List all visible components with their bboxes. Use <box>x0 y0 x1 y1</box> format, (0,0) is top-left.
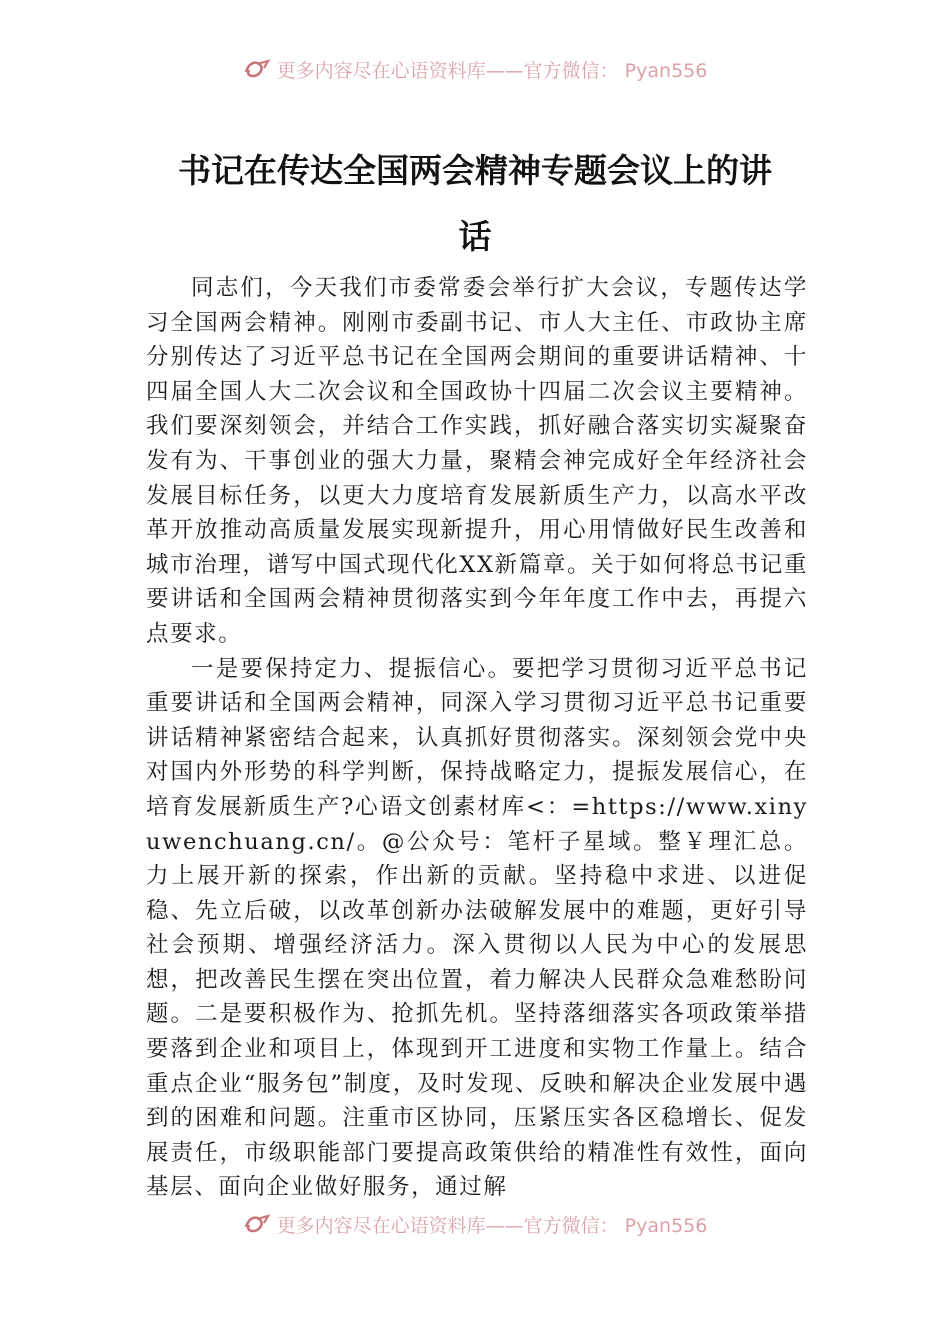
paragraph: 同志们，今天我们市委常委会举行扩大会议，专题传达学习全国两会精神。刚刚市委副书记、市人大主任、市政协主席分别传达了习近平总书记在全国两会期间的重要讲话精神、十四届全国人大二次会议和全国政协十四届二次会议主要精神。我们要深刻领会，并结合工作实践，抓好融合落实切实凝聚奋发有为、干事创业的强大力量，聚精会神完成好全年经济社会发展目标任务，以更大力度培育发展新质生产力，以高水平改革开放推动高质量发展实现新提升，用心用情做好民生改善和城市治理，谱写中国式现代化XX新篇章。关于如何将总书记重要讲话和全国两会精神贯彻落实到今年年度工作中去，再提六点要求。 <box>146 275 808 647</box>
document-title <box>0 138 950 270</box>
watermark-logo-icon <box>243 58 271 80</box>
paragraph: 一是要保持定力、提振信心。要把学习贯彻习近平总书记重要讲话和全国两会精神，同深入学习贯彻习近平总书记重要讲话精神紧密结合起来，认真抓好贯彻落实。深刻领会党中央对国内外形势的科学判断，保持战略定力，提振发展信心，在培育发展新质生产?心语文创素材库<：=https://www.xinyuwenchuang.cn/。@公众号：笔杆子星域。整￥理汇总。力上展开新的探索，作出新的贡献。坚持稳中求进、以进促稳、先立后破，以改革创新办法破解发展中的难题，更好引导社会预期、增强经济活力。深入贯彻以人民为中心的发展思想，把改善民生摆在突出位置，着力解决人民群众急难愁盼问题。二是要积极作为、抢抓先机。坚持落细落实各项政策举措要落到企业和项目上，体现到开工进度和实物工作量上。结合重点企业“服务包”制度，及时发现、反映和解决企业发展中遇到的困难和问题。注重市区协同，压紧压实各区稳增长、促发展责任，市级职能部门要提高政策供给的精准性有效性，面向基层、面向企业做好服务，通过解 <box>146 655 808 1201</box>
watermark-text: 更多内容尽在心语资料库——官方微信： Pyan556 <box>276 59 708 82</box>
title-line-1: 书记在传达全国两会精神专题会议上的讲 <box>178 151 772 190</box>
document-body <box>146 271 808 1205</box>
watermark-text: 更多内容尽在心语资料库——官方微信： Pyan556 <box>276 1214 708 1237</box>
watermark-footer <box>0 1210 950 1238</box>
watermark-logo-icon <box>243 1213 271 1235</box>
watermark-header <box>0 55 950 83</box>
title-line-2: 话 <box>458 217 492 256</box>
